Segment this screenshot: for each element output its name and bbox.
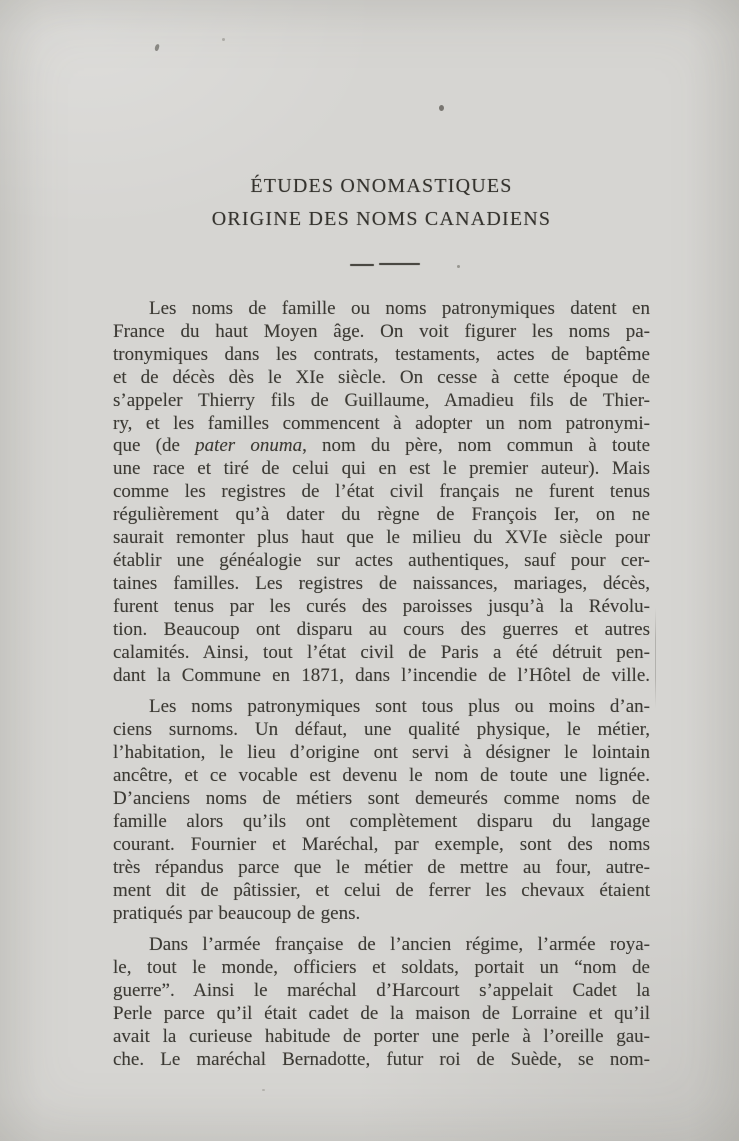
section-divider-rule bbox=[350, 262, 420, 266]
text-line: pratiqués par beaucoup de gens. bbox=[113, 902, 361, 924]
divider-dash-icon bbox=[350, 264, 374, 266]
paragraph bbox=[113, 298, 650, 687]
text-line: très répandus parce que le métier de mettre au four, autre- bbox=[113, 856, 650, 878]
text-line: D’anciens noms de métiers sont demeurés comme noms de bbox=[113, 788, 650, 810]
text-line: Les noms de famille ou noms patronymiques datent en bbox=[149, 298, 650, 319]
text-line: Dans l’armée française de l’ancien régime, l’armée roya- bbox=[149, 934, 650, 956]
text-line: guerre”. Ainsi le maréchal d’Harcourt s’appelait Cadet la bbox=[113, 980, 650, 1002]
text-line: et de décès dès le XIe siècle. On cesse à cette époque de bbox=[113, 366, 650, 388]
divider-dash-icon bbox=[379, 263, 420, 265]
text-line: ancêtre, et ce vocable est devenu le nom de toute une lignée. bbox=[113, 765, 650, 787]
text-line: tion. Beaucoup ont disparu au cours des guerres et autres bbox=[113, 618, 650, 640]
text-line: furent tenus par les curés des paroisses jusqu’à la Révolu- bbox=[113, 595, 650, 617]
text-line: que (de pater onuma, nom du père, nom commun à toute bbox=[113, 435, 651, 457]
text-line: ry, et les familles commencent à adopter un nom patronymi- bbox=[113, 412, 650, 434]
text-line: taines familles. Les registres de naissances, mariages, décès, bbox=[113, 572, 650, 594]
title-line-1: ÉTUDES ONOMASTIQUES bbox=[250, 175, 513, 197]
text-line: avait la curieuse habitude de porter une perle à l’oreille gau- bbox=[113, 1026, 650, 1048]
text-line: régulièrement qu’à dater du règne de François Ier, on ne bbox=[113, 504, 650, 526]
text-line: le, tout le monde, officiers et soldats, portait un “nom de bbox=[113, 957, 650, 979]
title-line-2: ORIGINE DES NOMS CANADIENS bbox=[211, 208, 552, 230]
text-line: l’habitation, le lieu d’origine ont servi à désigner le lointain bbox=[113, 742, 650, 764]
text-line: calamités. Ainsi, tout l’état civil de Paris a été détruit pen- bbox=[113, 641, 650, 663]
text-line: tronymiques dans les contrats, testaments, actes de baptême bbox=[113, 343, 650, 365]
text-line: France du haut Moyen âge. On voit figurer les noms pa- bbox=[113, 320, 650, 342]
paragraph bbox=[113, 696, 650, 925]
text-line: établir une généalogie sur actes authentiques, sauf pour cer- bbox=[113, 549, 650, 571]
text-line: dant la Commune en 1871, dans l’incendie de l’Hôtel de ville. bbox=[113, 664, 650, 686]
text-line: une race et tiré de celui qui en est le premier auteur). Mais bbox=[113, 458, 650, 480]
text-line: famille alors qu’ils ont complètement disparu du langage bbox=[113, 810, 650, 832]
scan-crease bbox=[655, 608, 656, 708]
text-line: Perle parce qu’il était cadet de la maison de Lorraine et qu’il bbox=[113, 1003, 650, 1025]
text-line: ment dit de pâtissier, et celui de ferrer les chevaux étaient bbox=[113, 879, 650, 901]
text-line: ciens surnoms. Un défaut, une qualité physique, le métier, bbox=[113, 719, 650, 741]
page-title bbox=[113, 170, 650, 236]
text-line: courant. Fournier et Maréchal, par exemple, sont des noms bbox=[113, 833, 650, 855]
body-text bbox=[113, 298, 650, 1072]
paragraph bbox=[113, 934, 650, 1071]
text-line: comme les registres de l’état civil français ne furent tenus bbox=[113, 481, 650, 503]
text-line: Les noms patronymiques sont tous plus ou moins d’an- bbox=[149, 696, 650, 718]
text-column bbox=[113, 0, 650, 1081]
text-line: saurait remonter plus haut que le milieu du XVIe siècle pour bbox=[113, 527, 650, 549]
text-line: s’appeler Thierry fils de Guillaume, Amadieu fils de Thier- bbox=[113, 389, 650, 411]
text-line: che. Le maréchal Bernadotte, futur roi de Suède, se nom- bbox=[113, 1049, 650, 1070]
scan-speck-icon bbox=[262, 1089, 265, 1091]
